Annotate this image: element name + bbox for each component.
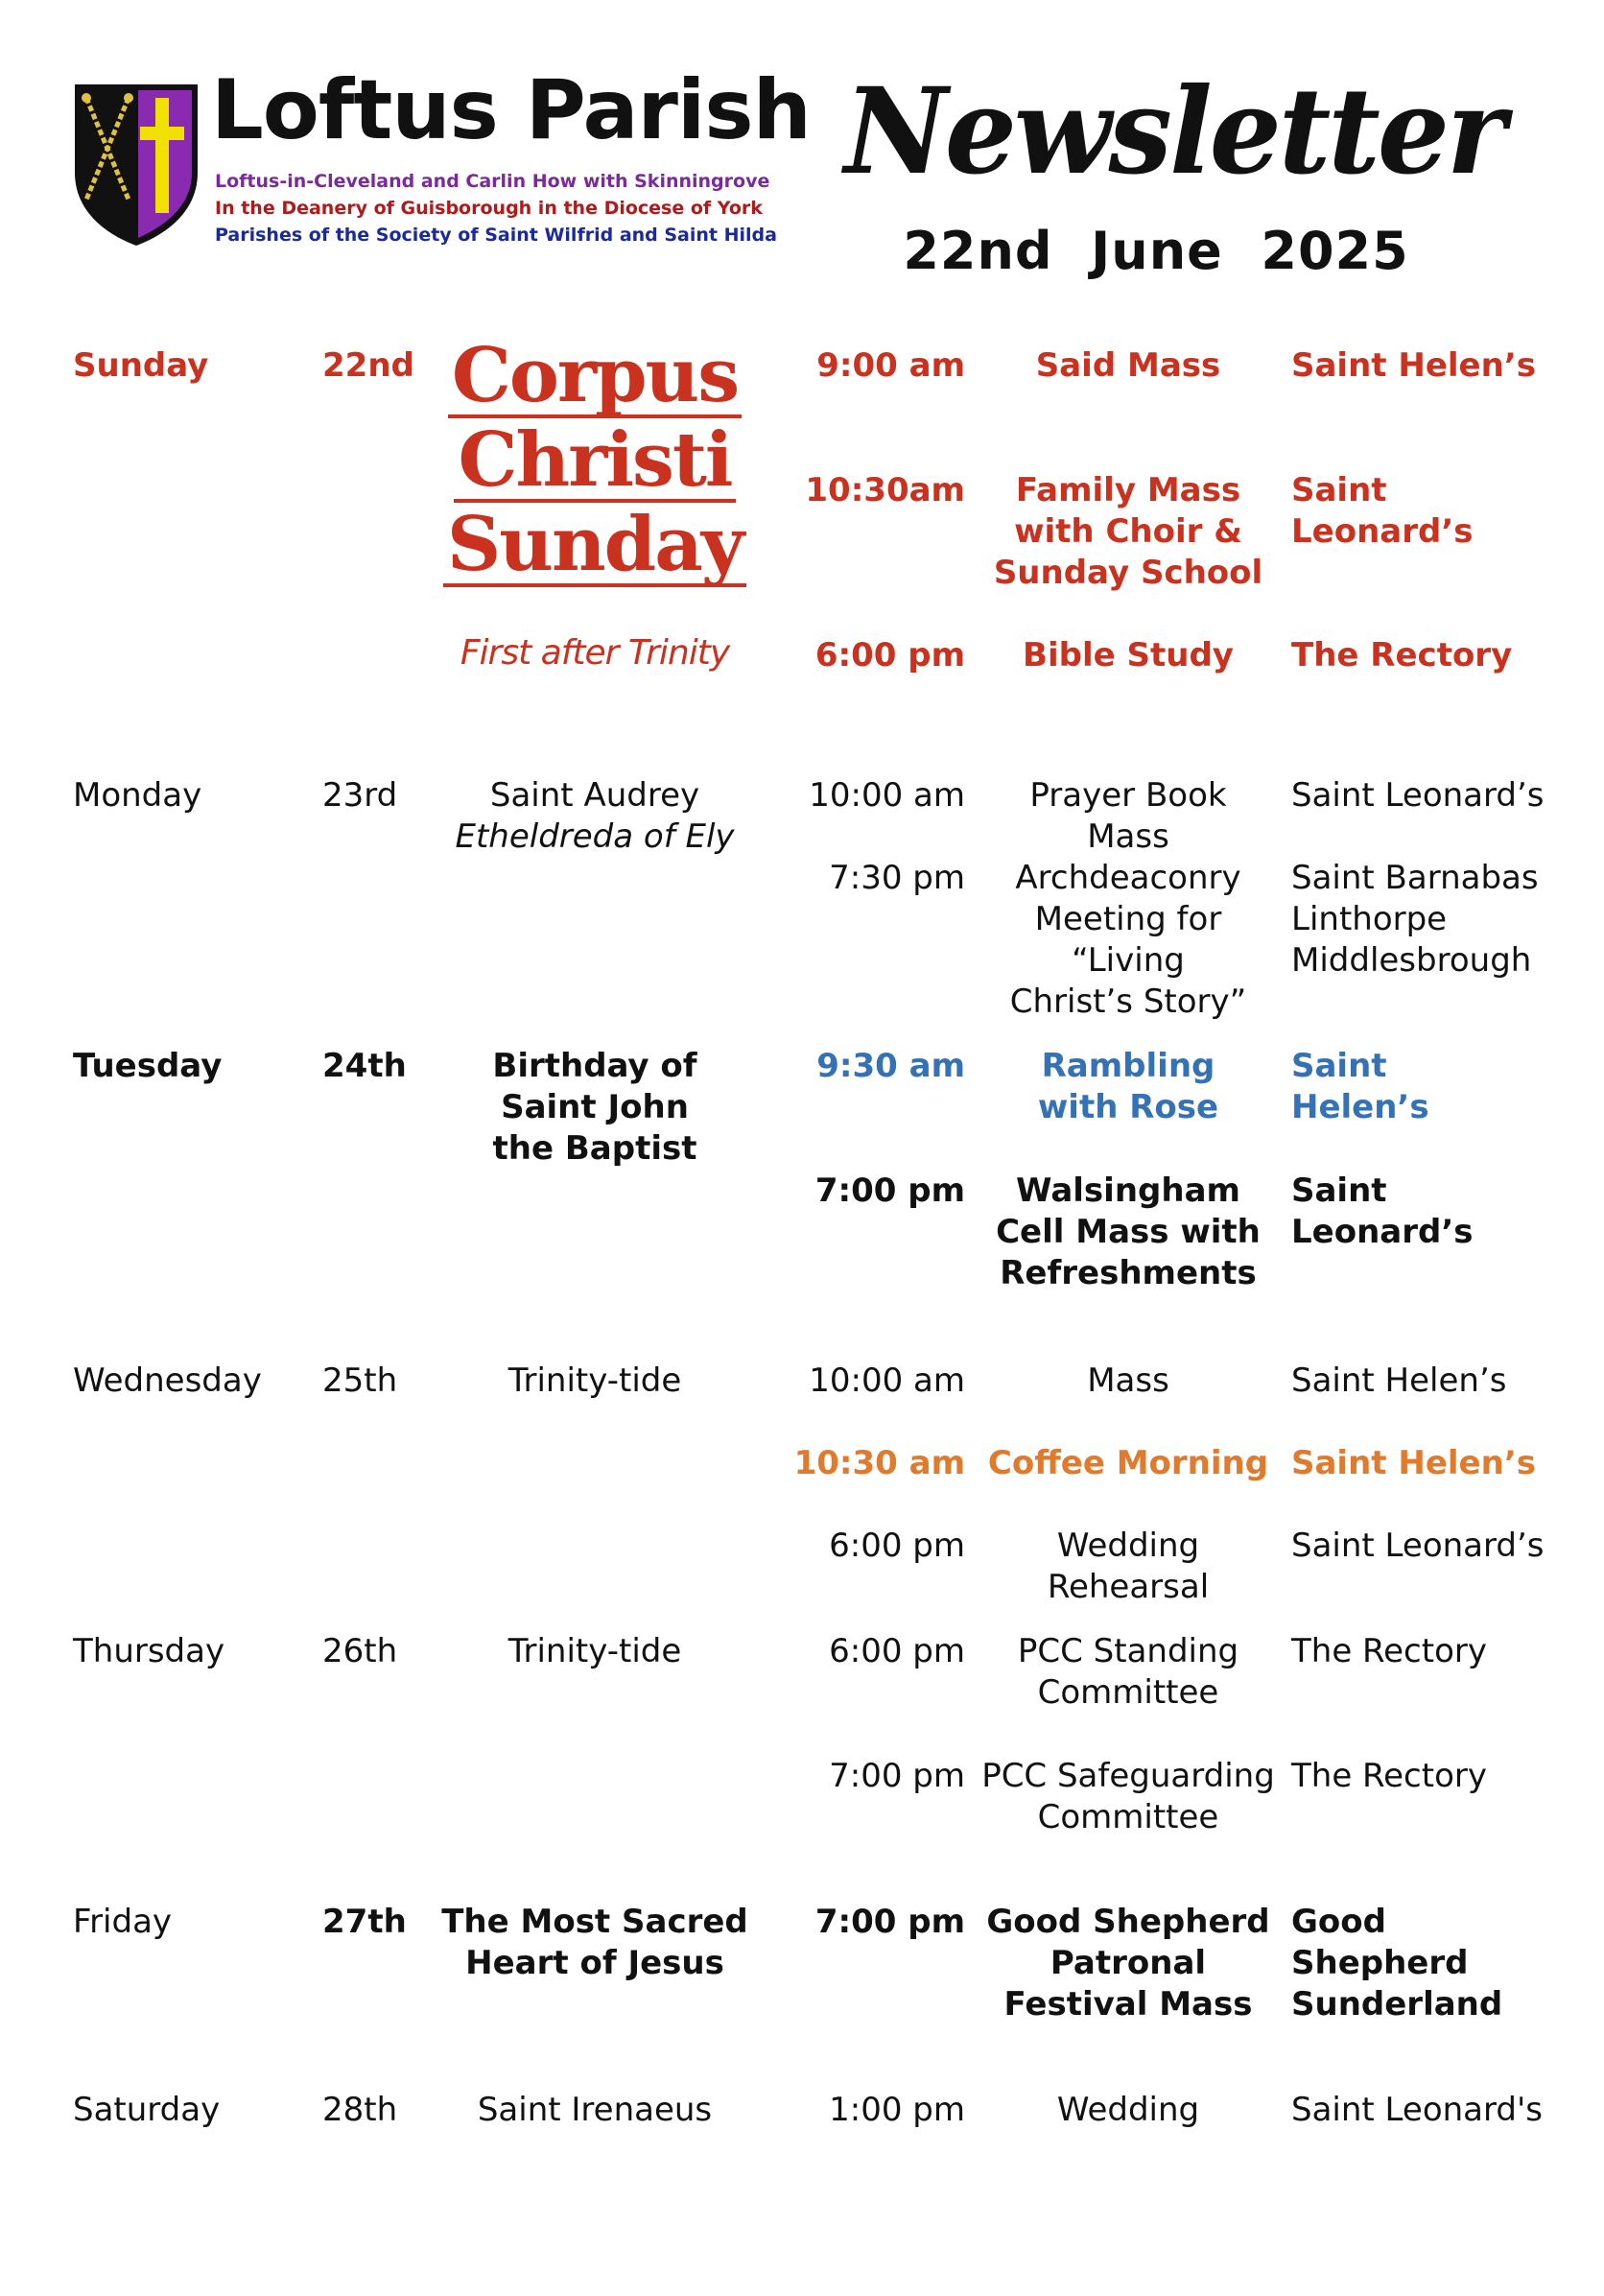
feast-title-line: Sunday [443, 507, 746, 587]
day-name: Monday [73, 776, 202, 815]
event-place-line: Shepherd [1291, 1944, 1469, 1982]
day-name: Wednesday [73, 1361, 262, 1400]
newsletter-header [0, 0, 1604, 307]
event-place: Saint Helen’s [1291, 1444, 1536, 1482]
feast-subtitle: First after Trinity [460, 633, 730, 673]
event-title [975, 1902, 1282, 2025]
feast-title-line: the Baptist [492, 1129, 697, 1168]
day-name: Saturday [73, 2091, 221, 2129]
event-time: 6:00 pm [814, 636, 965, 675]
event-place [1291, 1902, 1598, 2025]
feast-title-line: Christi [454, 422, 735, 503]
event-time: 7:00 pm [829, 1757, 965, 1795]
event-title [984, 1171, 1272, 1294]
event-time: 7:00 pm [814, 1172, 965, 1210]
event-title: Said Mass [1035, 346, 1221, 385]
event-title: Coffee Morning [987, 1444, 1269, 1482]
event-title-line: Sunday School [993, 554, 1263, 592]
event-title: Prayer Book Mass [1029, 776, 1227, 856]
day-date: 26th [322, 1632, 398, 1670]
feast-title-line: The Most Sacred [441, 1903, 748, 1941]
event-title: Mass [1087, 1361, 1169, 1400]
event-place-line: Leonard’s [1291, 512, 1474, 551]
event-title-line: Family Mass [1015, 471, 1241, 509]
event-place-line: Linthorpe [1291, 900, 1448, 938]
event-title-line: Walsingham [1016, 1172, 1240, 1210]
event-title-line: Cell Mass with [996, 1213, 1261, 1251]
event-place-line: Saint [1291, 1172, 1387, 1210]
event-time: 7:00 pm [814, 1903, 965, 1941]
event-place-line: Middlesbrough [1291, 941, 1532, 980]
feast-title [422, 775, 767, 858]
event-title-line: Committee [1037, 1798, 1219, 1836]
event-place: Saint Leonard’s [1291, 776, 1545, 815]
event-time: 6:00 pm [829, 1527, 965, 1565]
day-name: Thursday [73, 1632, 225, 1670]
event-place: Saint Helen’s [1291, 346, 1536, 385]
event-time: 10:30 am [793, 1444, 965, 1482]
event-title [984, 1631, 1272, 1714]
event-time: 1:00 pm [829, 2091, 965, 2129]
event-title-line: PCC Safeguarding [981, 1757, 1275, 1795]
feast-title-line: Saint John [501, 1088, 689, 1126]
event-title-line: Meeting for “Living [1034, 900, 1222, 980]
event-place: Saint Leonard’s [1291, 1527, 1545, 1565]
event-title-line: Rambling [1041, 1047, 1215, 1085]
event-place [1291, 470, 1598, 553]
event-time: 10:30am [805, 471, 965, 509]
day-date: 22nd [322, 346, 414, 385]
parish-name: Loftus Parish [211, 62, 811, 158]
parish-subtitle-deanery: In the Deanery of Guisborough in the Diocese of York [215, 198, 763, 219]
event-title-line: with Rose [1037, 1088, 1219, 1126]
event-place: The Rectory [1291, 1632, 1487, 1670]
event-place-line: Sunderland [1291, 1985, 1503, 2024]
event-time: 10:00 am [809, 1361, 965, 1400]
feast-title: Trinity-tide [507, 1632, 682, 1670]
feast-title [422, 334, 767, 587]
event-place-line: Saint [1291, 1047, 1387, 1085]
event-place: Saint Helen’s [1291, 1361, 1507, 1400]
event-place-line: Good [1291, 1903, 1386, 1941]
event-place [1291, 1171, 1598, 1253]
event-title-line: Christ’s Story” [1009, 982, 1247, 1021]
feast-title-line: Heart of Jesus [465, 1944, 724, 1982]
event-title-line: with Choir & [1014, 512, 1242, 551]
event-place: The Rectory [1291, 1757, 1487, 1795]
event-place [1291, 1046, 1598, 1128]
event-title [975, 858, 1282, 1023]
event-place-line: Leonard’s [1291, 1213, 1474, 1251]
day-date: 24th [322, 1047, 407, 1085]
event-title [984, 1046, 1272, 1128]
feast-title-line: Birthday of [492, 1047, 697, 1085]
weekly-schedule [0, 332, 1604, 2255]
event-place-line: Saint Barnabas [1291, 859, 1539, 897]
event-title: Bible Study [1023, 636, 1234, 675]
event-time: 9:30 am [816, 1047, 965, 1085]
event-title-line: Committee [1037, 1673, 1219, 1712]
event-title-line: Archdeaconry [1015, 859, 1241, 897]
newsletter-date: 22nd June 2025 [903, 221, 1409, 281]
day-date: 25th [322, 1361, 398, 1400]
parish-subtitle-locations: Loftus-in-Cleveland and Carlin How with Skinningrove [215, 171, 770, 192]
event-time: 9:00 am [816, 346, 965, 385]
event-title-line: Refreshments [1000, 1254, 1257, 1292]
event-title-line: Festival Mass [1003, 1985, 1253, 2024]
feast-title [413, 1902, 777, 1984]
feast-title-line: Saint Audrey [489, 776, 700, 815]
day-date: 23rd [322, 776, 398, 815]
event-title-line: Patronal [1050, 1944, 1207, 1982]
parish-shield-logo [71, 81, 201, 248]
event-title [984, 470, 1272, 594]
feast-title-line: Corpus [448, 338, 742, 418]
event-title: Wedding [1056, 2091, 1200, 2129]
day-name: Friday [73, 1903, 173, 1941]
event-place-line: Saint [1291, 471, 1387, 509]
feast-title: Trinity-tide [507, 1361, 682, 1400]
day-date: 28th [322, 2091, 398, 2129]
feast-subtitle: Etheldreda of Ely [455, 817, 735, 856]
day-name: Sunday [73, 346, 209, 385]
event-title-line: Good Shepherd [986, 1903, 1270, 1941]
parish-subtitle-society: Parishes of the Society of Saint Wilfrid and Saint Hilda [215, 225, 777, 246]
feast-title [422, 1046, 767, 1170]
event-place-line: Helen’s [1291, 1088, 1429, 1126]
newsletter-title: Newsletter [844, 60, 1504, 201]
event-title [975, 1756, 1282, 1838]
day-date: 27th [322, 1903, 407, 1941]
feast-title: Saint Irenaeus [477, 2091, 713, 2129]
event-title-line: PCC Standing [1017, 1632, 1239, 1670]
event-time: 10:00 am [809, 776, 965, 815]
event-time: 7:30 pm [829, 859, 965, 897]
event-place: The Rectory [1291, 636, 1513, 675]
event-title: Wedding Rehearsal [1047, 1527, 1210, 1606]
day-name: Tuesday [73, 1047, 223, 1085]
event-time: 6:00 pm [829, 1632, 965, 1670]
event-place [1291, 858, 1598, 982]
event-place: Saint Leonard's [1291, 2091, 1544, 2129]
